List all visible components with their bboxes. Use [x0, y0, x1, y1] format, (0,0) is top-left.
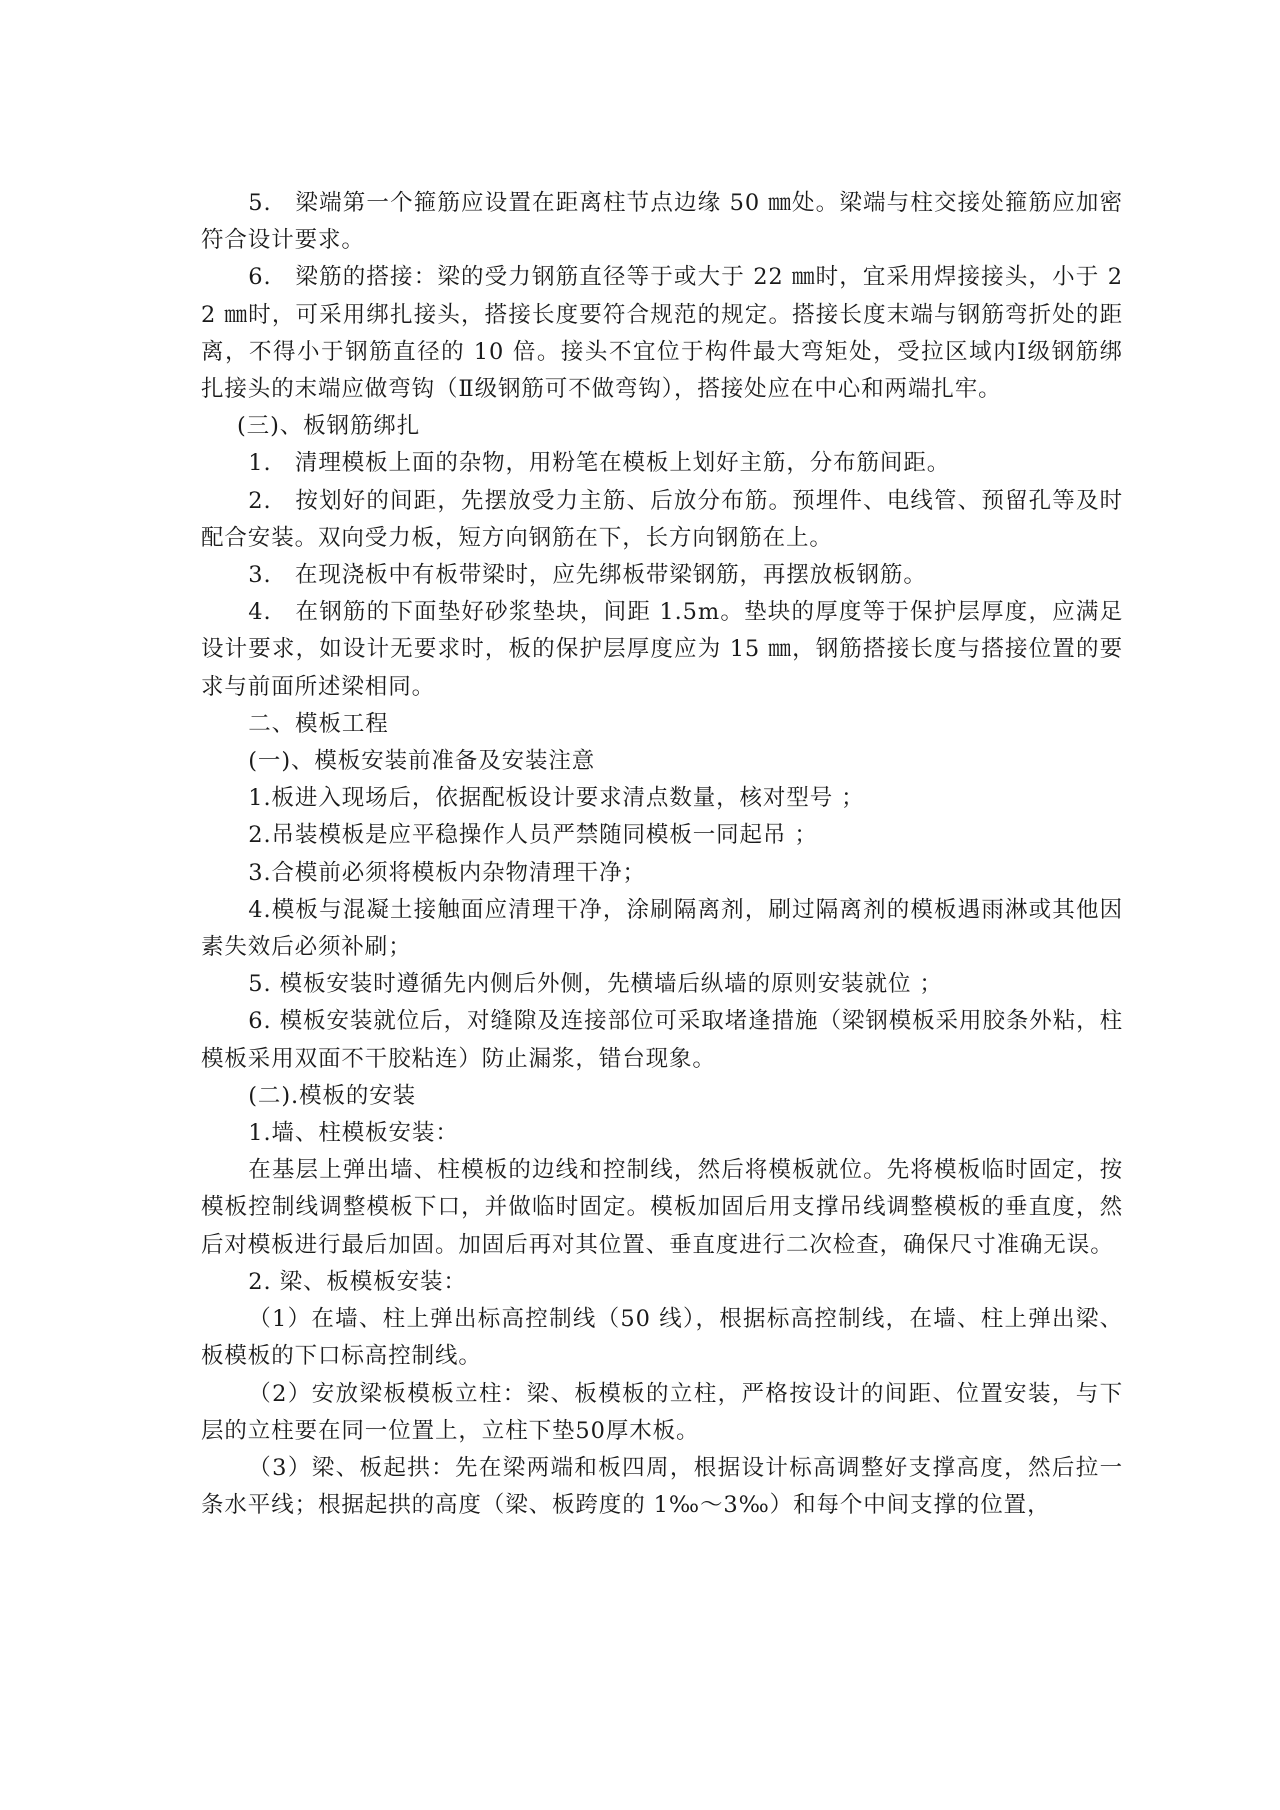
document-page: [201, 185, 1123, 1524]
paragraph-beam-lap: 6. 梁筋的搭接：梁的受力钢筋直径等于或大于 22 ㎜时，宜采用焊接接头，小于 22 ㎜时，可采用绑扎接头，搭接长度要符合规范的规定。搭接长度末端与钢筋弯折处的距离，不得小于钢筋直径的 10 倍。接头不宜位于构件最大弯矩处，受拉区域内Ⅰ级钢筋绑扎接头的末端应做弯钩（Ⅱ级钢筋可不做弯钩），搭接处应在中心和两端扎牢。: [201, 264, 1123, 403]
paragraph-beam-slab-3: （3）梁、板起拱：先在梁两端和板四周，根据设计标高调整好支撑高度，然后拉一条水平线；根据起拱的高度（梁、板跨度的 1‰～3‰）和每个中间支撑的位置，: [201, 1454, 1123, 1519]
paragraph-formwork-5: 5. 模板安装时遵循先内侧后外侧，先横墙后纵墙的原则安装就位 ；: [248, 971, 943, 998]
paragraph-beam-slab-title: 2. 梁、板模板安装：: [248, 1268, 467, 1295]
paragraph-slab-1: 1. 清理模板上面的杂物，用粉笔在模板上划好主筋，分布筋间距。: [248, 450, 951, 477]
heading-formwork-install: (二).模板的安装: [248, 1082, 417, 1109]
paragraph-beam-slab-1: （1）在墙、柱上弹出标高控制线（50 线），根据标高控制线，在墙、柱上弹出梁、板模板的下口标高控制线。: [201, 1306, 1123, 1370]
heading-formwork-prep: (一)、模板安装前准备及安装注意: [248, 748, 596, 775]
paragraph-wall-column-title: 1.墙、柱模板安装：: [248, 1120, 459, 1147]
paragraph-formwork-1: 1.板进入现场后，依据配板设计要求清点数量，核对型号 ；: [248, 785, 865, 812]
paragraph-formwork-3: 3.合模前必须将模板内杂物清理干净；: [248, 859, 646, 886]
paragraph-formwork-4: 4.模板与混凝土接触面应清理干净，涂刷隔离剂，刷过隔离剂的模板遇雨淋或其他因素失效后必须补刷；: [201, 896, 1123, 961]
paragraph-slab-4: 4. 在钢筋的下面垫好砂浆垫块，间距 1.5m。垫块的厚度等于保护层厚度，应满足设计要求，如设计无要求时，板的保护层厚度应为 15 ㎜，钢筋搭接长度与搭接位置的要求与前面所述梁相同。: [201, 599, 1123, 700]
heading-formwork: 二、模板工程: [248, 710, 389, 737]
paragraph-slab-2: 2. 按划好的间距，先摆放受力主筋、后放分布筋。预埋件、电线管、预留孔等及时配合安装。双向受力板，短方向钢筋在下，长方向钢筋在上。: [201, 487, 1123, 551]
paragraph-formwork-2: 2.吊装模板是应平稳操作人员严禁随同模板一同起吊 ；: [248, 822, 818, 849]
heading-slab-rebar: (三)、板钢筋绑扎: [237, 413, 421, 440]
paragraph-slab-3: 3. 在现浇板中有板带梁时，应先绑板带梁钢筋，再摆放板钢筋。: [248, 562, 927, 589]
paragraph-beam-stirrup: 5. 梁端第一个箍筋应设置在距离柱节点边缘 50 ㎜处。梁端与柱交接处箍筋应加密符合设计要求。: [201, 190, 1123, 254]
paragraph-formwork-6: 6. 模板安装就位后，对缝隙及连接部位可采取堵逢措施（梁钢模板采用胶条外粘，柱模板采用双面不干胶粘连）防止漏浆，错台现象。: [201, 1008, 1123, 1072]
paragraph-wall-column-body: 在基层上弹出墙、柱模板的边线和控制线，然后将模板就位。先将模板临时固定，按模板控制线调整模板下口，并做临时固定。模板加固后用支撑吊线调整模板的垂直度，然后对模板进行最后加固。加固后再对其位置、垂直度进行二次检查，确保尺寸准确无误。: [201, 1157, 1123, 1258]
paragraph-beam-slab-2: （2）安放梁板模板立柱：梁、板模板的立柱，严格按设计的间距、位置安装，与下层的立柱要在同一位置上，立柱下垫50厚木板。: [201, 1380, 1123, 1444]
